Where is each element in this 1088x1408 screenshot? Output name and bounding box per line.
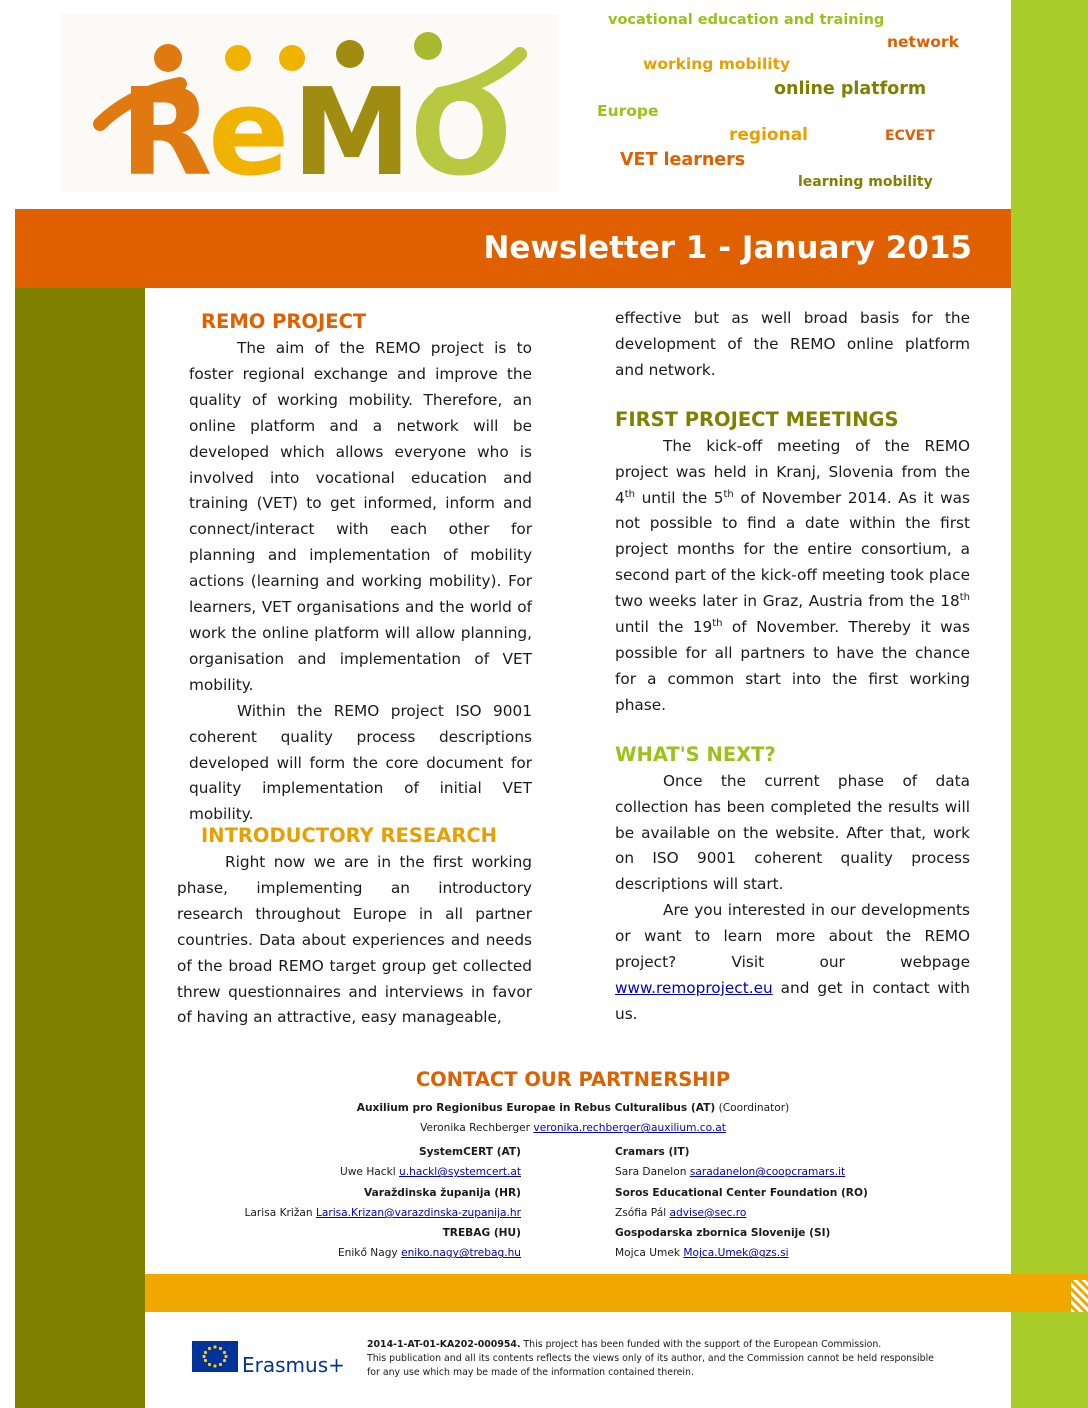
introductory-research-continued: effective but as well broad basis for the development of the REMO online platform and network. — [615, 309, 970, 379]
contact-list-left — [245, 1142, 522, 1264]
section-introductory-research — [177, 822, 532, 1031]
heading-introductory-research: INTRODUCTORY RESEARCH — [201, 824, 497, 847]
erasmus-label: Erasmus+ — [242, 1353, 345, 1377]
meetings-text: The kick-off meeting of the REMO project was held in Kranj, Slovenia from the 4 — [615, 436, 970, 507]
svg-text:e: e — [208, 64, 290, 192]
remo-project-paragraph-2: Within the REMO project ISO 9001 coherent quality process descriptions developed will form the core document for quality implementation of initial VET mobility. — [189, 701, 532, 824]
partner-org: Varaždinska županija (HR) — [363, 1186, 521, 1199]
coordinator-org: Auxilium pro Regionibus Europae in Rebus Culturalibus (AT) — [356, 1102, 716, 1114]
partner-person: Zsófia Pál — [615, 1206, 670, 1219]
keyword-europe — [597, 102, 659, 120]
partner-org: Soros Educational Center Foundation (RO) — [615, 1186, 868, 1199]
left-side-bar — [15, 288, 145, 1408]
keyword-text: vocational education and training — [608, 12, 885, 28]
introductory-research-paragraph: Right now we are in the first working phase, implementing an introductory research throughout Europe in all partner countries. Data about experiences and needs of the broad REMO target group get collected threw questionnaires and interviews in favor of having an attractive, easy manageable, — [177, 853, 532, 1027]
coordinator-suffix: (Coordinator) — [715, 1102, 790, 1114]
remo-logo — [60, 14, 558, 192]
remo-logo-graphic — [60, 14, 558, 192]
keyword-text: working mobility — [643, 55, 791, 73]
partner-org: TREBAG (HU) — [442, 1227, 521, 1240]
disclaimer-line: This project has been funded with the support of the European Commission. — [520, 1339, 882, 1350]
partner-email-link[interactable]: Mojca.Umek@gzs.si — [683, 1247, 789, 1260]
keyword-text: regional — [729, 125, 808, 145]
keyword-vet — [608, 12, 884, 28]
partner-person: Larisa Križan — [244, 1206, 316, 1219]
meetings-text: of November. Thereby it was possible for all partners to have the chance for a common start into the first working phase. — [615, 618, 970, 714]
keyword-text: online platform — [774, 79, 927, 99]
keyword-text: VET learners — [620, 150, 746, 170]
section-remo-project — [189, 308, 532, 828]
footer-band — [145, 1274, 1088, 1312]
partner-person: Mojca Umek — [615, 1247, 684, 1260]
meetings-text: of November 2014. As it was not possible to find a date within the first project months for the entire consortium, a second part of the kick-off meeting took place two weeks later in Graz, Austria from the 18 — [615, 488, 971, 611]
disclaimer-line: This publication and all its contents reflects the views only of its author, and the Commission cannot be held responsible — [367, 1353, 934, 1365]
whats-next-paragraph-1: Once the current phase of data collection has been completed the results will be available on the website. After that, work on ISO 9001 coherent quality process descriptions will start. — [615, 771, 970, 894]
partner-person: Sara Danelon — [615, 1166, 690, 1179]
keyword-online-platform — [774, 79, 926, 99]
footer-disclaimer — [367, 1338, 987, 1381]
ordinal-suffix: th — [712, 617, 723, 629]
keyword-ecvet — [885, 128, 935, 144]
project-id: 2014-1-AT-01-KA202-000954. — [367, 1339, 521, 1350]
first-meetings-paragraph — [615, 434, 970, 719]
heading-remo-project: REMO PROJECT — [201, 310, 367, 333]
whats-next-paragraph-2 — [615, 898, 970, 1028]
remo-project-paragraph-1: The aim of the REMO project is to foster regional exchange and improve the quality of working mobility. Therefore, an online platform and a network will be developed which allows everyone who is involved into vocational education and training (VET) to get informed, inform and connect/interact with each other for planning and implementation of mobility actions (learning and working mobility). For learners, VET organisations and the world of work the online platform will allow planning, organisation and implementation of VET mobility. — [189, 339, 532, 694]
heading-first-project-meetings: FIRST PROJECT MEETINGS — [615, 407, 899, 431]
svg-text:O: O — [410, 64, 513, 192]
keyword-text: learning mobility — [798, 174, 933, 190]
coordinator-email-link[interactable]: veronika.rechberger@auxilium.co.at — [533, 1122, 726, 1135]
partner-org: Gospodarska zbornica Slovenije (SI) — [615, 1227, 831, 1240]
keyword-text: network — [887, 33, 959, 51]
meetings-text: until the 19 — [615, 618, 713, 637]
svg-text:R: R — [120, 64, 213, 192]
erasmus-logo — [192, 1341, 352, 1381]
partner-email-link[interactable]: eniko.nagy@trebag.hu — [401, 1247, 521, 1260]
partner-email-link[interactable]: Larisa.Krizan@varazdinska-zupanija.hr — [315, 1206, 521, 1219]
newsletter-title: Newsletter 1 - January 2015 — [483, 230, 972, 266]
right-side-bar — [1011, 0, 1088, 1408]
footer-pattern — [1071, 1280, 1088, 1312]
coordinator-person: Veronika Rechberger — [420, 1122, 534, 1135]
svg-text:M: M — [292, 64, 412, 192]
partner-org: Cramars (IT) — [615, 1146, 690, 1158]
partner-org: SystemCERT (AT) — [418, 1146, 521, 1158]
meetings-text: until the 5 — [635, 488, 724, 507]
ordinal-suffix: th — [624, 488, 635, 500]
contact-list-right — [615, 1142, 868, 1264]
keyword-regional — [729, 125, 808, 145]
right-column — [615, 306, 970, 1028]
contact-title: CONTACT OUR PARTNERSHIP — [415, 1068, 731, 1091]
contact-coordinator — [145, 1098, 1001, 1139]
website-link[interactable]: www.remoproject.eu — [615, 978, 773, 997]
keyword-learning-mobility — [798, 174, 933, 190]
heading-whats-next: WHAT'S NEXT? — [615, 742, 776, 766]
keyword-text: Europe — [597, 102, 659, 120]
partner-person: Uwe Hackl — [340, 1166, 400, 1179]
keyword-vet-learners — [620, 150, 745, 170]
partner-email-link[interactable]: advise@sec.ro — [669, 1206, 747, 1219]
keyword-text: ECVET — [885, 128, 935, 144]
keyword-working-mobility — [643, 55, 790, 73]
keyword-network — [887, 33, 959, 51]
whats-next-text: and get in contact with us. — [615, 978, 970, 1023]
partner-email-link[interactable]: u.hackl@systemcert.at — [399, 1166, 521, 1179]
ordinal-suffix: th — [959, 592, 970, 604]
ordinal-suffix: th — [723, 488, 734, 500]
partner-email-link[interactable]: saradanelon@coopcramars.it — [689, 1166, 846, 1179]
whats-next-text: Are you interested in our developments or want to learn more about the REMO project? Visit our webpage — [615, 901, 970, 972]
disclaimer-line: for any use which may be made of the information contained therein. — [367, 1367, 694, 1379]
partner-person: Enikő Nagy — [337, 1247, 402, 1260]
